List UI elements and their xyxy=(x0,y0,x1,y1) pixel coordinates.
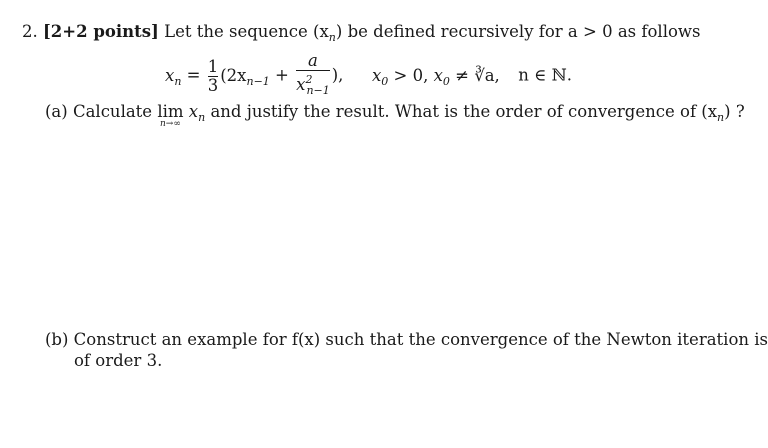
condition-x0-positive: $x_0 > 0$, xyxy=(371,65,429,88)
part-a xyxy=(45,102,745,129)
limit-expression: lim n→∞ xyxy=(157,102,184,129)
part-a-xn: $x_n$ xyxy=(188,102,206,124)
problem-number: 2. xyxy=(22,22,38,41)
formula-fraction: $\frac{a}{x^2_{n-1}}$ xyxy=(296,51,330,97)
recursion-formula xyxy=(165,53,572,101)
formula-open: ($2x_{n-1}$ xyxy=(220,65,270,88)
formula-close: ), xyxy=(331,65,344,85)
part-a-text: and justify the result. What is the order of convergence of $(x_n)$ ? xyxy=(210,102,745,124)
formula-plus: + xyxy=(275,65,289,85)
formula-lhs: $x_n$ xyxy=(165,65,182,88)
problem-points: [2+2 points] xyxy=(43,22,159,41)
formula-coefficient: $\frac{1}{3}$ xyxy=(207,56,219,95)
problem-intro: Let the sequence $(x_n)$ be defined recursively for a > 0 as follows xyxy=(164,22,701,44)
condition-n-natural: n ∈ ℕ. xyxy=(518,65,572,85)
part-a-label: (a) Calculate xyxy=(45,102,153,121)
formula-eq: = xyxy=(186,65,201,85)
part-b-line-1: (b) Construct an example for f(x) such that the convergence of the Newton iteration is xyxy=(45,330,768,349)
part-b-line-2: of order 3. xyxy=(74,351,163,370)
condition-x0-not-root: $x_0$ ≠ ∛a, xyxy=(433,65,500,88)
problem-header xyxy=(22,22,701,48)
